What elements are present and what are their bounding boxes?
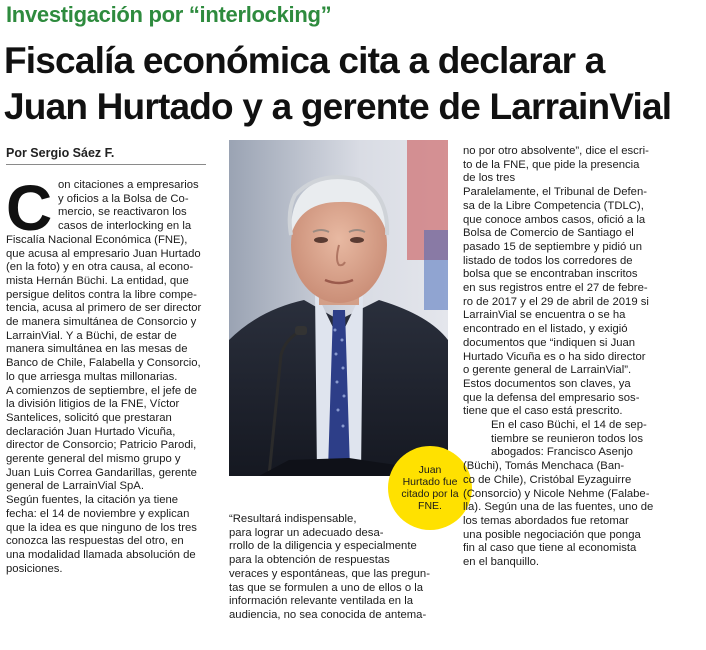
body-line: para lograr un adecuado desa-	[229, 526, 384, 539]
body-line: audiencia, no sea conocida de antema-	[229, 608, 427, 621]
body-line: manera simultánea en las mesas de	[6, 343, 188, 356]
body-line: conozca las respuestas del otro, en	[6, 535, 184, 548]
body-line: tiene que el caso está prescrito.	[463, 405, 623, 418]
body-line: no por otro absolvente”, dice el escri-	[463, 145, 649, 157]
body-line: Juan Luis Correa Gandarillas, gerente	[6, 466, 197, 479]
body-line: (Consorcio) y Nicole Nehme (Falabe-	[463, 487, 650, 500]
body-line: rrollo de la diligencia y especialmente	[229, 540, 417, 553]
body-line: ro de 2017 y el 29 de abril de 2019 si	[463, 295, 649, 308]
body-line: en sus registros entre el 27 de febre-	[463, 282, 648, 295]
portrait-illustration	[229, 140, 448, 476]
body-line: y oficios a la Bolsa de Co-	[58, 192, 189, 205]
body-line: director de Consorcio; Patricio Parodi,	[6, 439, 197, 452]
body-line: Santelices, solicitó que prestaran	[6, 411, 172, 424]
body-line: que acusa al empresario Juan Hurtado	[6, 247, 201, 260]
body-line: LarrainVial se encuentra o se ha	[463, 309, 626, 322]
article-column-2	[229, 513, 459, 623]
body-line: posiciones.	[6, 562, 63, 575]
headline-line-1: Fiscalía económica cita a declarar a	[4, 40, 605, 81]
body-line: A comienzos de septiembre, el jefe de	[6, 384, 197, 397]
body-line: que la defensa del empresario sos-	[463, 391, 640, 404]
body-line: mista Hernán Büchi. La entidad, que	[6, 274, 189, 287]
body-line: Fiscalía Nacional Económica (FNE),	[6, 233, 188, 246]
article-column-3	[463, 145, 701, 570]
body-line: encontrado en el listado, y exigió	[463, 323, 628, 336]
section-kicker: Investigación por “interlocking”	[6, 2, 332, 27]
body-line: que conoce ambos casos, ofició a la	[463, 213, 646, 226]
body-line: “Resultará indispensable,	[229, 513, 357, 525]
body-line: En el caso Büchi, el 14 de sep-	[491, 419, 647, 432]
body-line: Paralelamente, el Tribunal de Defen-	[463, 186, 647, 199]
body-line: Banco de Chile, Falabella y Consorcio,	[6, 357, 201, 370]
body-line: (en la foto) y en otra causa, al econo-	[6, 261, 194, 274]
body-line: tencia, acusa al primero de ser director	[6, 302, 202, 315]
body-line: lla). Según una de las fuentes, uno de	[463, 501, 654, 514]
body-line: veraces y espontáneas, que las pregun-	[229, 567, 430, 580]
body-line: to de la FNE, que pide la presencia	[463, 158, 640, 171]
headline	[4, 38, 704, 130]
body-line: tiembre se reunieron todos los	[491, 432, 643, 445]
body-line: una posible negociación que ponga	[463, 528, 641, 541]
photo-caption-text: Juan Hurtado fue citado por la FNE.	[401, 464, 459, 512]
body-line: o gerente general de LarrainVial”.	[463, 364, 632, 377]
body-line: LarrainVial. Y a Büchi, de estar de	[6, 329, 177, 342]
body-line: declaración Juan Hurtado Vicuña,	[6, 425, 176, 438]
body-line: Según fuentes, la citación ya tiene	[6, 494, 179, 507]
drop-cap: C	[6, 172, 53, 244]
body-line: on citaciones a empresarios	[58, 179, 199, 191]
body-line: que la idea es que ninguno de los tres	[6, 521, 197, 534]
body-line: fin al caso que tiene al economista	[463, 542, 637, 555]
body-line: Bolsa de Comercio de Santiago el	[463, 227, 634, 240]
body-line: de los tres	[463, 172, 516, 185]
body-line: abogados: Francisco Asenjo	[491, 446, 633, 459]
body-line: lo que arriesga multas millonarias.	[6, 370, 178, 383]
body-line: listado de todos los corredores de	[463, 254, 633, 267]
body-line: sa de la Libre Competencia (TDLC),	[463, 199, 644, 212]
body-line: una modalidad llamada absolución de	[6, 548, 196, 561]
body-line: la división litigios de la FNE, Víctor	[6, 398, 180, 411]
body-line: bolsa que se encontraban inscritos	[463, 268, 638, 281]
body-line: co de Chile), Cristóbal Eyzaguirre	[463, 473, 632, 486]
body-line: en el banquillo.	[463, 556, 540, 569]
body-line: documentos que “indiquen si Juan	[463, 336, 636, 349]
byline: Por Sergio Sáez F.	[6, 146, 115, 160]
article-column-1	[6, 172, 206, 576]
body-line: para la obtención de respuestas	[229, 554, 390, 567]
byline-divider	[6, 164, 206, 165]
body-line: fecha: el 14 de noviembre y explican	[6, 507, 190, 520]
body-line: Estos documentos son claves, ya	[463, 377, 631, 390]
body-line: mercio, se reactivaron los	[58, 206, 187, 219]
body-line: casos de interlocking en la	[58, 220, 192, 233]
body-line: de manera simultánea de Consorcio y	[6, 316, 197, 329]
headline-line-2: Juan Hurtado y a gerente de LarrainVial	[4, 86, 672, 127]
body-line: información relevante ventilada en la	[229, 595, 413, 608]
body-line: general de LarrainVial SpA.	[6, 480, 144, 493]
body-line: tas que se formulen a uno de ellos o la	[229, 581, 424, 594]
body-line: pasado 15 de septiembre y pidió un	[463, 240, 642, 253]
body-line: gerente general del mismo grupo y	[6, 453, 181, 466]
body-line: los temas abordados fue retomar	[463, 514, 629, 527]
body-line: persigue delitos contra la libre compe-	[6, 288, 197, 301]
portrait-photo	[229, 140, 448, 476]
body-line: Hurtado Vicuña es o ha sido director	[463, 350, 646, 363]
body-line: (Büchi), Tomás Menchaca (Ban-	[463, 460, 625, 473]
